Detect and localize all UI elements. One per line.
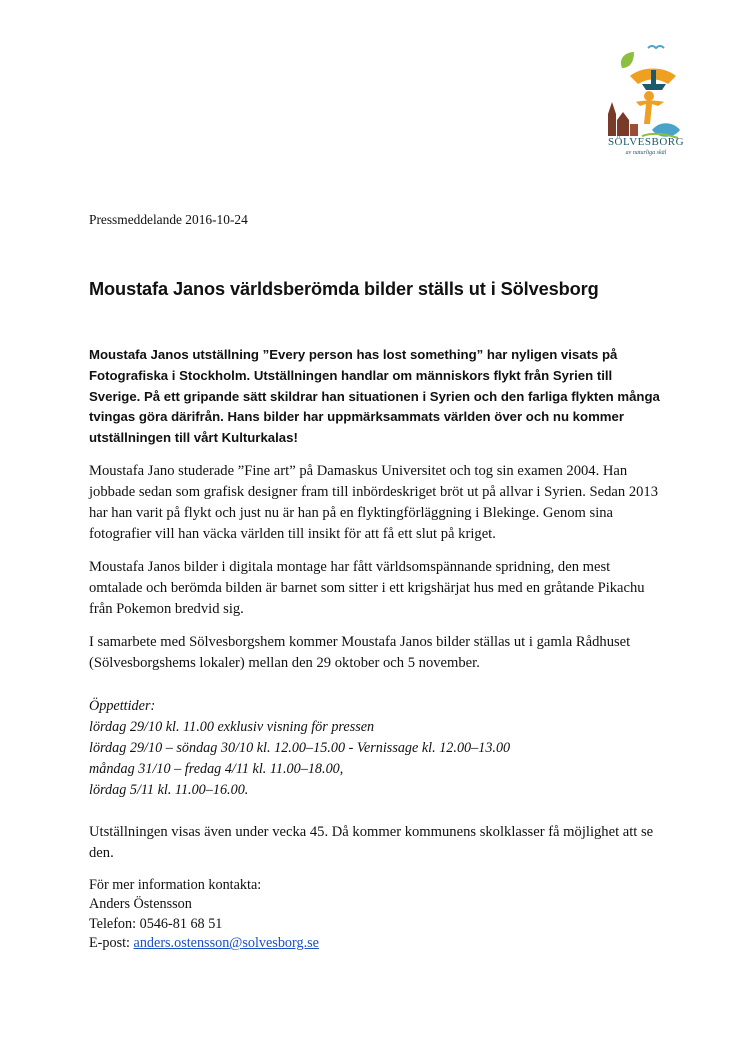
lead-paragraph: Moustafa Janos utställning ”Every person has lost something” har nyligen visats på Fotografiska i Stockholm. Utställningen handlar om människors flykt från Syrien till Sverige. På ett gripande sätt skildrar han situationen i Syrien och den farliga flykten många tvingas göra därifrån. Hans bilder har uppmärksammats världen över och nu kommer utställningen till vårt Kulturkalas! [89,347,660,446]
opening-hours [89,696,664,801]
contact-email-row [89,934,664,953]
email-link[interactable]: anders.ostensson@solvesborg.se [133,935,319,952]
paragraph: I samarbete med Sölvesborgshem kommer Moustafa Janos bilder ställas ut i gamla Rådhuset (Sölvesborgshems lokaler) mellan den 29 oktober och 5 november. [89,633,631,671]
opening-hours-line: måndag 31/10 – fredag 4/11 kl. 11.00–18.00, [89,760,344,777]
school-note: Utställningen visas även under vecka 45. Då kommer kommunens skolklasser få möjlighet att se den. [89,823,654,861]
article-body [89,345,664,954]
opening-hours-line: lördag 29/10 – söndag 30/10 kl. 12.00–15.00 - Vernissage kl. 12.00–13.00 [89,739,511,756]
logo-tagline: av naturliga skäl [625,150,667,156]
opening-hours-line: lördag 5/11 kl. 11.00–16.00. [89,781,249,798]
contact-name: Anders Östensson [89,896,192,913]
press-release-date: Pressmeddelande 2016-10-24 [89,212,248,227]
solvesborg-logo [602,40,690,180]
logo-wordmark: SÖLVESBORG [607,136,685,148]
phone-number: 0546-81 68 51 [139,915,223,932]
contact-block [89,876,664,954]
phone-label: Telefon: [89,915,140,932]
headline: Moustafa Janos världsberömda bilder ställs ut i Sölvesborg [89,279,599,299]
email-label: E-post: [89,935,134,952]
opening-hours-heading: Öppettider: [89,697,156,714]
opening-hours-line: lördag 29/10 kl. 11.00 exklusiv visning för pressen [89,718,375,735]
contact-phone-row [89,915,664,934]
contact-intro: För mer information kontakta: [89,876,262,893]
paragraph: Moustafa Janos bilder i digitala montage har fått världsomspännande spridning, den mest omtalade och berömda bilden är barnet som sitter i ett krigshärjat hus med en gråtande Pikachu från Pokemon bredvid sig. [89,558,645,617]
solvesborg-emblem-icon [602,40,690,180]
paragraph: Moustafa Jano studerade ”Fine art” på Damaskus Universitet och tog sin examen 2004. Han jobbade sedan som grafisk designer fram till inbördeskriget bröt ut på allvar i Syrien. Sedan 2013 har han varit på flykt och just nu är han på en flyktingförläggning i Blekinge. Genom sina fotografier vill han väcka världen till insikt för att få ett slut på kriget. [89,462,659,542]
